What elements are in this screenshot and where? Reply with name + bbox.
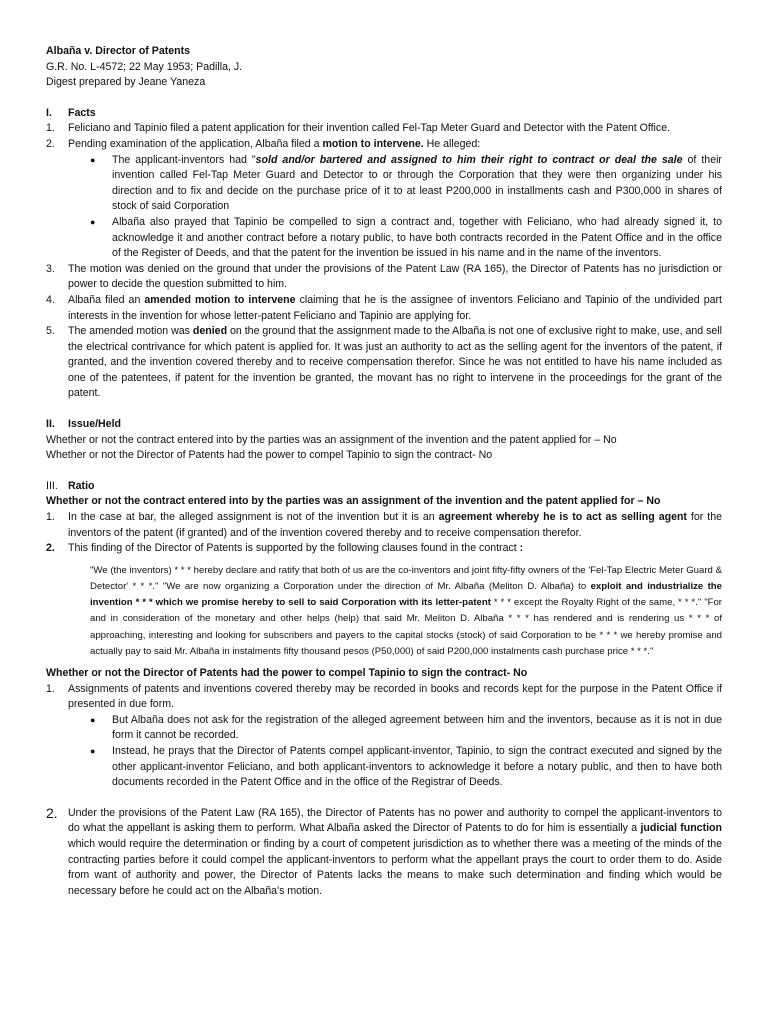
facts-bullet-2: ● Albaña also prayed that Tapinio be compelled to sign a contract and, together with Feliciano, who had already signed it, to acknowledge it and another contract before a notary public, to have both contracts recorded in the Patent Office and in the office of the Register of Deeds, and that the patent for the invention be issued in his name and in the name of the inventors.: [90, 215, 722, 262]
ratio2-bullet-2: ● Instead, he prays that the Director of Patents compel applicant-inventor, Tapinio, to sign the contract executed and signed by the other applicant-inventor Feliciano, and both applicant-inventors to acknowledge it before a notary public, and then to have both documents recorded in the Patent Office and in the office of the Registrar of Deeds.: [90, 744, 722, 791]
facts-item-1: 1. Feliciano and Tapinio filed a patent application for their invention called Fel-Tap Meter Guard and Detector with the Patent Office.: [46, 122, 671, 135]
bullet-icon: ●: [90, 714, 96, 725]
ratio-item-1: 1. In the case at bar, the alleged assignment is not of the invention but it is an agreement whereby he is to act as selling agent for the inventors of the patent (if granted) and of the invention covered thereby and to receive compensation therefor.: [46, 511, 722, 539]
ratio-heading: III. Ratio: [46, 479, 95, 492]
facts-heading: I. Facts: [46, 106, 96, 119]
contract-quote: "We (the inventors) * * * hereby declare and ratify that both of us are the co-inventors and joint fifty-fifty owners of the 'Fel-Tap Electric Meter Guard & Detector' * * *." "We are now organizing a Corporation under the direction of Mr. Albaña (Meliton D. Albaña) to exploit and industrialize the invention * * * which we promise hereby to sell to said Corporation with its letter-patent * * * except the Royalty Right of the same, * * *." "For and in consideration of the monetary and other helps (help) that said Mr. Meliton D. Albaña * * * has rendered and is rendering us * * * of approaching, interesting and looking for subscribers and payers to the capital stocks (stock) of said Corporation to be * * * we hereby promise and actually pay to said Mr. Albaña in instalments fifty thousand pesos (P50,000) of said P200,000 instalments cash purchase price * * *.": [90, 564, 722, 657]
issue-line-1: Whether or not the contract entered into by the parties was an assignment of the invention and the patent applied for – No: [46, 433, 617, 446]
facts-item-5: 5. The amended motion was denied on the ground that the assignment made to the Albaña is not one of exclusive right to make, use, and sell the electrical contrivance for which patent is applied for. It was just an authority to act as the selling agent for the inventors of the patent, if granted, and the invention covered thereby and to receive compensation therefor. Since he was not entitled to have his name included as one of the patentees, if patent for the invention be granted, the movant has no right to intervene in the proceedings for the grant of the patent.: [46, 325, 723, 400]
issue-heading: II. Issue/Held: [46, 418, 121, 431]
ratio-subheading-2: Whether or not the Director of Patents had the power to compel Tapinio to sign the contract- No: [46, 667, 528, 680]
citation: G.R. No. L-4572; 22 May 1953; Padilla, J.: [46, 60, 243, 73]
bullet-icon: ●: [90, 216, 96, 227]
facts-item-2: 2. Pending examination of the application, Albaña filed a motion to intervene. He alleged:: [46, 137, 481, 150]
bullet-icon: ●: [90, 746, 96, 756]
ratio2-item-2: 2. Under the provisions of the Patent Law (RA 165), the Director of Patents has no power and authority to compel the applicant-inventors to do what the appellant is asking them to perform. What Albaña asked the Director of Patents to do for him is essentially a judicial function which would require the determination or finding by a court of competent jurisdiction as to whether there was a meeting of the minds of the contracting parties before it could compel the applicant-inventors to perform what the appellant prays the court to order them to do. Aside from want of authority and power, the Director of Patents lacks the means to make such determination and finding which would be necessary before he could act on the Albaña's motion.: [46, 804, 722, 897]
bullet-icon: ●: [90, 154, 96, 165]
ratio2-item-1: 1. Assignments of patents and inventions covered thereby may be recorded in books and records kept for the purpose in the Patent Office if presented in due form.: [46, 682, 722, 711]
digest-author: Digest prepared by Jeane Yaneza: [46, 76, 206, 89]
ratio-subheading-1: Whether or not the contract entered into by the parties was an assignment of the invention and the patent applied for – No: [46, 495, 661, 508]
ratio2-bullet-1: ● But Albaña does not ask for the registration of the alleged agreement between him and the inventors, because as it is not in due form it cannot be recorded.: [90, 713, 722, 744]
issue-line-2: Whether or not the Director of Patents had the power to compel Tapinio to sign the contract- No: [46, 449, 493, 462]
facts-item-3: 3. The motion was denied on the ground that under the provisions of the Patent Law (RA 165), the Director of Patents has no jurisdiction or power to decide the question submitted to him.: [46, 262, 722, 291]
case-title: Albaña v. Director of Patents: [46, 45, 191, 57]
ratio-item-2: 2. This finding of the Director of Patents is supported by the following clauses found in the contract :: [46, 542, 524, 555]
facts-bullet-1: ● The applicant-inventors had "sold and/or bartered and assigned to him their right to contract or deal the sale of their invention called Fel-Tap Meter Guard and Detector to or through the Corporation that they were then organizing under his direction and to fix and decide on the purchase price of it to at least P200,000 in installments cash and P300,000 in shares of stock of said Corporation: [90, 153, 722, 215]
facts-item-4: 4. Albaña filed an amended motion to intervene claiming that he is the assignee of inventors Feliciano and Tapinio of the undivided part interests in the invention for whose letter-patent Feliciano and Tapinio are applying for.: [46, 293, 722, 322]
